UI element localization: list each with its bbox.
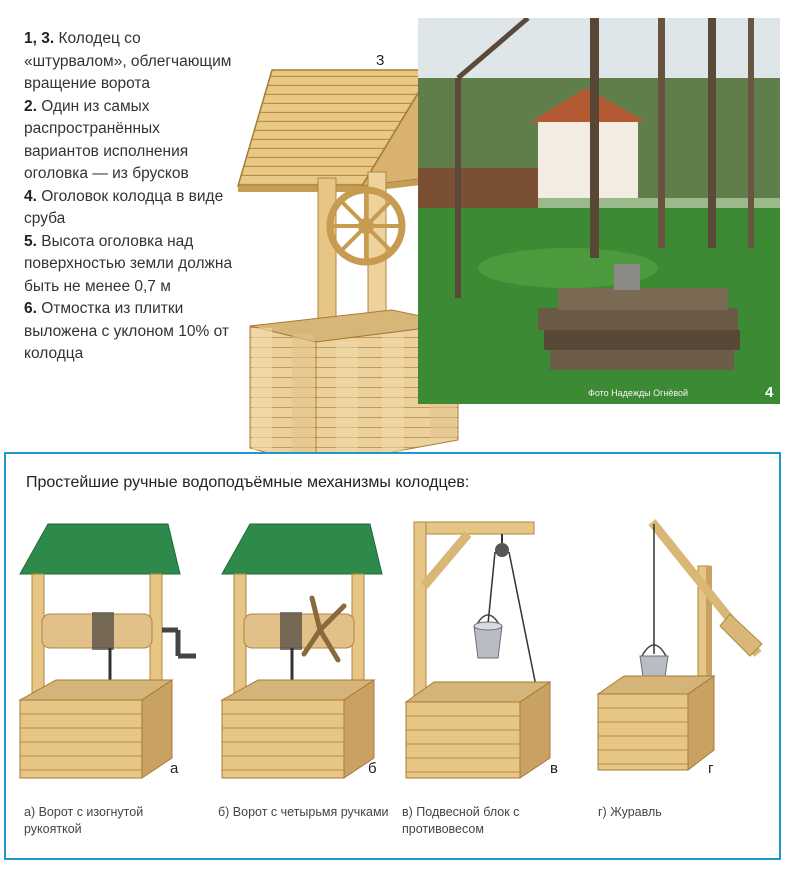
label-g: г [708, 760, 714, 777]
photo-credit: Фото Надежды Огнёвой [588, 388, 689, 398]
legend-number: 5. [24, 232, 37, 250]
caption-a: а) Ворот с изогнутой рукояткой [24, 805, 144, 836]
mechanisms-panel [4, 452, 781, 860]
legend [24, 28, 234, 366]
well-pulley-illustration [404, 516, 574, 789]
caption-v: в) Подвесной блок с противовесом [402, 805, 520, 836]
legend-text: Оголовок колодца в виде сруба [24, 187, 224, 227]
legend-item [24, 298, 234, 366]
well-sweep-illustration [590, 514, 770, 785]
legend-number: 4. [24, 187, 37, 205]
legend-item [24, 231, 234, 299]
legend-item [24, 28, 234, 96]
caption-g: г) Журавль [598, 805, 662, 819]
legend-number: 2. [24, 97, 37, 115]
caption-b: б) Ворот с четырьмя ручками [218, 805, 389, 819]
well-four-handles-illustration [220, 522, 410, 787]
figure-tag-main: 3 [376, 52, 385, 69]
label-v: в [550, 760, 558, 777]
panel-title: Простейшие ручные водоподъёмные механизмы колодцев: [26, 474, 470, 491]
legend-number: 6. [24, 300, 37, 317]
legend-number: 1, 3. [24, 30, 55, 47]
well-crank-illustration [18, 522, 208, 787]
legend-text: Отмостка из плитки выложена с уклоном 10% от колодца [24, 300, 229, 362]
legend-text: Колодец со «штурвалом», облегчающим вращение ворота [24, 30, 232, 92]
legend-text: Один из самых распространённых вариантов исполнения оголовка — из брусков [24, 97, 189, 182]
legend-text: Высота оголовка над поверхностью земли должна быть не менее 0,7 м [24, 232, 233, 295]
legend-item [24, 186, 234, 231]
well-photo [418, 18, 780, 404]
legend-item [24, 96, 234, 186]
label-b: б [368, 760, 377, 777]
figure-tag-photo: 4 [765, 384, 774, 401]
label-a: а [170, 760, 179, 777]
